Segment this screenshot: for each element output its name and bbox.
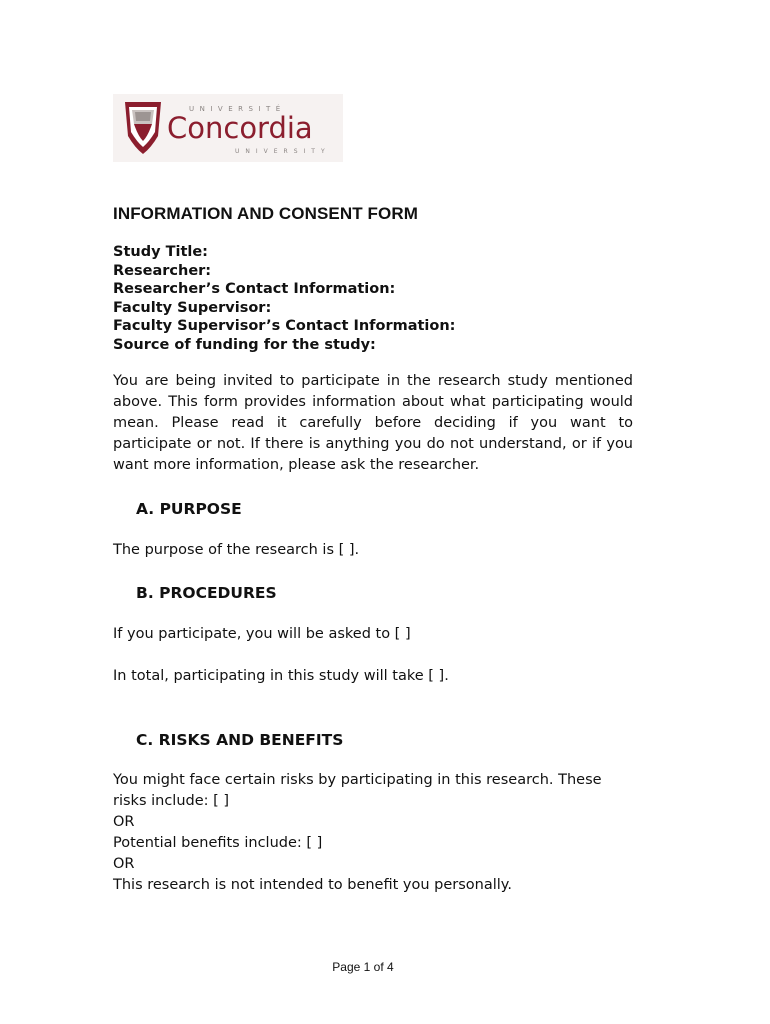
- concordia-logo: [113, 94, 343, 162]
- logo-top-text: UNIVERSITÉ: [189, 105, 286, 113]
- study-fields: [113, 243, 456, 354]
- procedures-text-1: If you participate, you will be asked to [ ]: [113, 626, 411, 642]
- field-faculty-supervisor: Faculty Supervisor:: [113, 299, 272, 316]
- benefits-line: Potential benefits include: [ ]: [113, 835, 323, 851]
- section-heading-purpose: A. PURPOSE: [136, 500, 242, 518]
- logo-wordmark: Concordia: [167, 111, 313, 145]
- field-supervisor-contact: Faculty Supervisor’s Contact Information:: [113, 318, 456, 334]
- or-line: OR: [113, 814, 135, 830]
- field-funding-source: Source of funding for the study:: [113, 336, 376, 353]
- section-heading-risks: C. RISKS AND BENEFITS: [136, 731, 344, 749]
- purpose-text: The purpose of the research is [ ].: [113, 542, 360, 558]
- procedures-text-2: In total, participating in this study will take [ ].: [113, 668, 449, 684]
- field-researcher-contact: Researcher’s Contact Information:: [113, 281, 396, 297]
- risks-line: You might face certain risks by participating in this research. These risks include: [ ]: [113, 772, 602, 809]
- section-heading-procedures: B. PROCEDURES: [136, 584, 277, 602]
- no-benefit-line: This research is not intended to benefit you personally.: [113, 877, 512, 893]
- field-study-title: Study Title:: [113, 244, 208, 260]
- logo-bottom-text: UNIVERSITY: [235, 148, 331, 155]
- or-line: OR: [113, 856, 135, 872]
- concordia-logo-image: [113, 94, 343, 162]
- form-title: INFORMATION AND CONSENT FORM: [113, 204, 418, 223]
- intro-paragraph: You are being invited to participate in the research study mentioned above. This form provides information about what participating would mean. Please read it carefully before deciding if you want to participate or not. If there is anything you do not understand, or if you want more information, please ask the researcher.: [113, 373, 633, 473]
- field-researcher: Researcher:: [113, 262, 212, 279]
- page-number: Page 1 of 4: [332, 960, 394, 974]
- risks-benefits-text: [113, 770, 633, 896]
